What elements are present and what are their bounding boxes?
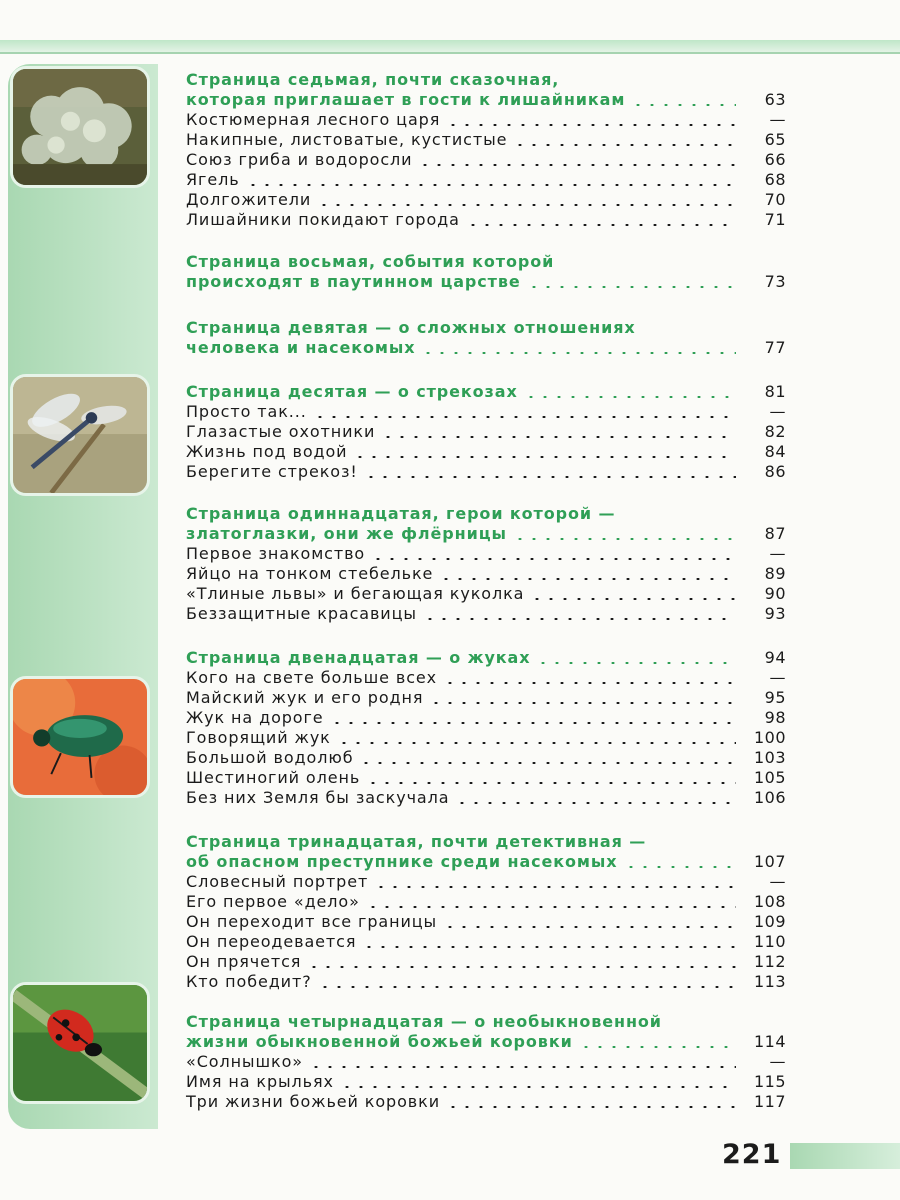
toc-entry-title: Накипные, листоватые, кустистые (186, 130, 508, 149)
toc-page-number: 73 (764, 272, 786, 291)
toc-section-heading (186, 1012, 786, 1032)
toc-page-number: 82 (764, 422, 786, 441)
toc-page-number: 70 (764, 190, 786, 209)
dot-leader (429, 702, 736, 704)
dot-leader (353, 456, 736, 458)
toc-entry (186, 872, 786, 892)
toc-entry-title: Глазастые охотники (186, 422, 376, 441)
toc-section-heading (186, 318, 786, 338)
toc-entry (186, 1052, 786, 1072)
dot-leader (524, 396, 736, 398)
dot-leader (530, 598, 736, 600)
dot-leader (374, 886, 736, 888)
toc-page-number: 110 (753, 932, 786, 951)
toc-entry (186, 604, 786, 624)
dot-leader (313, 416, 736, 418)
toc-entry-title: Страница двенадцатая — о жуках (186, 648, 531, 667)
bottom-decorative-band (790, 1143, 900, 1169)
toc-entry-title: происходят в паутинном царстве (186, 272, 521, 291)
toc-entry-title: Союз гриба и водоросли (186, 150, 413, 169)
toc-entry-title: Костюмерная лесного царя (186, 110, 441, 129)
dot-leader (362, 946, 736, 948)
toc-page-number: 103 (753, 748, 786, 767)
dot-leader (439, 578, 736, 580)
toc-entry-title: Страница седьмая, почти сказочная, (186, 70, 560, 89)
toc-page-number: 113 (753, 972, 786, 991)
toc-entry-title: Шестиногий олень (186, 768, 361, 787)
toc-entry (186, 748, 786, 768)
toc-page-number: 86 (764, 462, 786, 481)
toc-page-number: — (769, 872, 786, 891)
toc-page-number: 63 (764, 90, 786, 109)
toc-entry-title: человека и насекомых (186, 338, 416, 357)
toc-entry (186, 668, 786, 688)
toc-entry-title: Его первое «дело» (186, 892, 360, 911)
toc-page-number: 100 (753, 728, 786, 747)
toc-entry-title: Долгожители (186, 190, 312, 209)
toc-entry-title: Страница девятая — о сложных отношениях (186, 318, 636, 337)
toc-entry (186, 952, 786, 972)
toc-entry-title: Говорящий жук (186, 728, 331, 747)
toc-entry-title: Имя на крыльях (186, 1072, 334, 1091)
toc-page-number: 106 (753, 788, 786, 807)
toc-entry-title: Страница одиннадцатая, герои которой — (186, 504, 616, 523)
toc-entry-title: Кто победит? (186, 972, 312, 991)
toc-entry (186, 402, 786, 422)
toc-page-number: 65 (764, 130, 786, 149)
toc-page-number: 98 (764, 708, 786, 727)
toc-section-heading (186, 90, 786, 110)
toc-entry-title: «Солнышко» (186, 1052, 303, 1071)
toc-entry-title: Страница десятая — о стрекозах (186, 382, 518, 401)
toc-page-number: 68 (764, 170, 786, 189)
dot-leader (246, 184, 736, 186)
toc-entry (186, 708, 786, 728)
toc-entry-title: Он переходит все границы (186, 912, 438, 931)
toc-page-number: 108 (753, 892, 786, 911)
dot-leader (307, 966, 736, 968)
toc-entry (186, 442, 786, 462)
dot-leader (423, 618, 736, 620)
toc-page-number: 66 (764, 150, 786, 169)
toc-section-heading (186, 272, 786, 292)
toc-entry-title: Жизнь под водой (186, 442, 348, 461)
toc-page-number: 93 (764, 604, 786, 623)
toc-entry-title: Без них Земля бы заскучала (186, 788, 450, 807)
toc-entry (186, 130, 786, 150)
toc-entry-title: Страница четырнадцатая — о необыкновенной (186, 1012, 662, 1031)
toc-entry-title: Ягель (186, 170, 240, 189)
toc-entry-title: Словесный портрет (186, 872, 369, 891)
toc-page-number: — (769, 1052, 786, 1071)
toc-entry (186, 210, 786, 230)
toc-entry (186, 544, 786, 564)
toc-page-number: 112 (753, 952, 786, 971)
toc-section-heading (186, 648, 786, 668)
toc-section-heading (186, 1032, 786, 1052)
dot-leader (513, 144, 736, 146)
toc-page-number: 81 (764, 382, 786, 401)
dot-leader (631, 104, 736, 106)
toc-entry (186, 932, 786, 952)
toc-page-number: 109 (753, 912, 786, 931)
toc-entry (186, 110, 786, 130)
dot-leader (359, 762, 736, 764)
toc-section-heading (186, 382, 786, 402)
toc-entry-title: об опасном преступнике среди насекомых (186, 852, 618, 871)
toc-section-heading (186, 504, 786, 524)
toc-entry-title: Майский жук и его родня (186, 688, 424, 707)
toc-entry-title: которая приглашает в гости к лишайникам (186, 90, 626, 109)
dot-leader (371, 558, 736, 560)
toc-entry-title: «Тлиные львы» и бегающая куколка (186, 584, 525, 603)
toc-page-number: — (769, 544, 786, 563)
toc-page-number: 117 (753, 1092, 786, 1111)
toc-entry-title: Он переодевается (186, 932, 357, 951)
toc-entry-title: Берегите стрекоз! (186, 462, 358, 481)
dot-leader (309, 1066, 736, 1068)
toc-entry (186, 688, 786, 708)
page-number: 221 (722, 1139, 782, 1170)
dot-leader (421, 352, 736, 354)
toc-section-heading (186, 832, 786, 852)
dot-leader (317, 204, 736, 206)
dot-leader (527, 286, 736, 288)
dot-leader (366, 906, 736, 908)
dot-leader (364, 476, 736, 478)
toc-page-number: 107 (753, 852, 786, 871)
toc-entry (186, 170, 786, 190)
toc-entry (186, 564, 786, 584)
toc-page-number: 71 (764, 210, 786, 229)
toc-entry (186, 892, 786, 912)
toc-page-number: 77 (764, 338, 786, 357)
dot-leader (536, 662, 736, 664)
dot-leader (318, 986, 736, 988)
toc-entry-title: Кого на свете больше всех (186, 668, 438, 687)
toc-section-heading (186, 524, 786, 544)
toc-page-number: — (769, 668, 786, 687)
dot-leader (443, 926, 736, 928)
dot-leader (446, 1106, 736, 1108)
toc-entry (186, 422, 786, 442)
toc-entry (186, 462, 786, 482)
dot-leader (340, 1086, 736, 1088)
dot-leader (418, 164, 736, 166)
toc-entry-title: Страница восьмая, события которой (186, 252, 555, 271)
toc-section-heading (186, 252, 786, 272)
toc-entry (186, 768, 786, 788)
toc-section-heading (186, 338, 786, 358)
dot-leader (366, 782, 736, 784)
toc-entry-title: Страница тринадцатая, почти детективная — (186, 832, 647, 851)
toc-entry (186, 912, 786, 932)
toc-page-number: 90 (764, 584, 786, 603)
toc-section-heading (186, 70, 786, 90)
toc-entry (186, 972, 786, 992)
toc-page-number: 114 (753, 1032, 786, 1051)
dot-leader (381, 436, 736, 438)
toc-entry-title: Первое знакомство (186, 544, 366, 563)
toc-entry-title: Просто так... (186, 402, 307, 421)
toc-entry-title: Три жизни божьей коровки (186, 1092, 440, 1111)
toc-entry (186, 150, 786, 170)
dot-leader (443, 682, 736, 684)
toc-page-number: 94 (764, 648, 786, 667)
dot-leader (455, 802, 736, 804)
toc-page-number: — (769, 402, 786, 421)
toc-entry (186, 1072, 786, 1092)
dot-leader (337, 742, 736, 744)
dot-leader (466, 224, 736, 226)
toc-entry-title: Лишайники покидают города (186, 210, 460, 229)
toc-entry-title: Беззащитные красавицы (186, 604, 417, 623)
toc-section-heading (186, 852, 786, 872)
dot-leader (330, 722, 736, 724)
toc-entry-title: Большой водолюб (186, 748, 354, 767)
dot-leader (579, 1046, 736, 1048)
toc-entry (186, 584, 786, 604)
toc-page-number: 87 (764, 524, 786, 543)
toc-entry (186, 728, 786, 748)
dot-leader (513, 538, 736, 540)
toc-entry-title: жизни обыкновенной божьей коровки (186, 1032, 573, 1051)
toc-entry-title: златоглазки, они же флёрницы (186, 524, 507, 543)
toc-page-number: 89 (764, 564, 786, 583)
toc-page-number: 115 (753, 1072, 786, 1091)
toc-entry (186, 190, 786, 210)
dot-leader (446, 124, 736, 126)
toc-page-number: 84 (764, 442, 786, 461)
toc-entry-title: Он прячется (186, 952, 302, 971)
toc-page-number: 95 (764, 688, 786, 707)
toc-page-number: — (769, 110, 786, 129)
toc-page-number: 105 (753, 768, 786, 787)
toc-entry (186, 1092, 786, 1112)
dot-leader (624, 866, 736, 868)
toc-entry-title: Жук на дороге (186, 708, 324, 727)
toc-entry (186, 788, 786, 808)
toc-entry-title: Яйцо на тонком стебельке (186, 564, 434, 583)
